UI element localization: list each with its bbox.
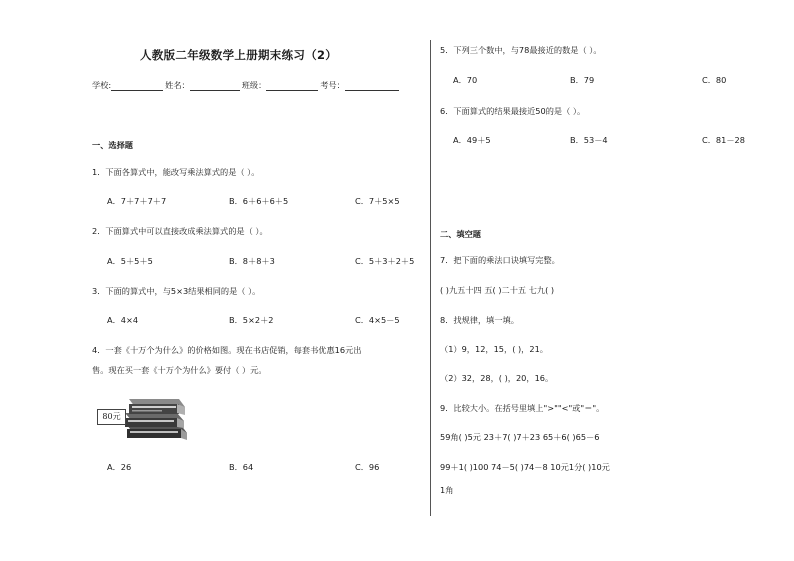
q6-option-b[interactable]: B．53－4 bbox=[570, 135, 608, 145]
price-tag: 80元 bbox=[97, 409, 126, 425]
q6-option-a[interactable]: A．49＋5 bbox=[453, 135, 491, 145]
q2-option-c[interactable]: C．5＋3＋2＋5 bbox=[355, 256, 415, 266]
name-blank[interactable] bbox=[190, 81, 240, 91]
q4-option-a[interactable]: A．26 bbox=[107, 462, 132, 472]
class-blank[interactable] bbox=[266, 81, 318, 91]
q3-option-a[interactable]: A．4×4 bbox=[107, 315, 139, 325]
school-label: 学校: bbox=[92, 80, 112, 90]
exam-no-label: 考号： bbox=[320, 80, 345, 90]
q8-line2[interactable]: （2）32，28，( )，20，16。 bbox=[440, 373, 554, 383]
q3-option-b[interactable]: B．5×2＋2 bbox=[229, 315, 274, 325]
school-blank[interactable] bbox=[111, 81, 163, 91]
section-heading-choice: 一、选择题 bbox=[92, 140, 133, 150]
header-info-line bbox=[92, 80, 399, 91]
q3-option-c[interactable]: C．4×5－5 bbox=[355, 315, 400, 325]
page-title: 人教版二年级数学上册期末练习（2） bbox=[140, 48, 338, 62]
exam-no-blank[interactable] bbox=[345, 81, 399, 91]
q9-row2[interactable]: 99＋1( )100 74－5( )74－8 10元1分( )10元 bbox=[440, 462, 610, 472]
question-3: 3．下面的算式中，与5×3结果相同的是（ ）。 bbox=[92, 286, 261, 296]
column-divider bbox=[430, 40, 431, 516]
q5-option-a[interactable]: A．70 bbox=[453, 75, 478, 85]
section-heading-fill: 二、填空题 bbox=[440, 229, 481, 239]
q7-fill-line[interactable]: ( )九五十四 五( )二十五 七九( ) bbox=[440, 285, 555, 295]
name-label: 姓名： bbox=[165, 80, 190, 90]
book-illustration bbox=[89, 395, 189, 441]
class-label: 班级： bbox=[241, 80, 267, 90]
q1-option-c[interactable]: C．7＋5×5 bbox=[355, 196, 400, 206]
question-1: 1．下面各算式中，能改写乘法算式的是（ ）。 bbox=[92, 167, 260, 177]
q2-option-a[interactable]: A．5＋5＋5 bbox=[107, 256, 153, 266]
q1-option-a[interactable]: A．7＋7＋7＋7 bbox=[107, 196, 167, 206]
q1-option-b[interactable]: B．6＋6＋6＋5 bbox=[229, 196, 289, 206]
question-4-line1: 4．一套《十万个为什么》的价格如图。现在书店促销，每套书优惠16元出 bbox=[92, 345, 362, 355]
q5-option-c[interactable]: C．80 bbox=[702, 75, 727, 85]
q6-option-c[interactable]: C．81－28 bbox=[702, 135, 745, 145]
q4-option-c[interactable]: C．96 bbox=[355, 462, 380, 472]
q5-option-b[interactable]: B．79 bbox=[570, 75, 595, 85]
q2-option-b[interactable]: B．8＋8＋3 bbox=[229, 256, 275, 266]
question-9: 9．比较大小。在括号里填上">""<"或"＝"。 bbox=[440, 403, 605, 413]
question-2: 2．下面算式中可以直接改成乘法算式的是（ ）。 bbox=[92, 226, 268, 236]
question-4-line2: 售。现在买一套《十万个为什么》要付（ ）元。 bbox=[92, 365, 267, 375]
q9-row1[interactable]: 59角( )5元 23＋7( )7＋23 65＋6( )65－6 bbox=[440, 432, 600, 442]
question-8: 8．找规律，填一填。 bbox=[440, 315, 519, 325]
q8-line1[interactable]: （1）9，12，15，( )，21。 bbox=[440, 344, 548, 354]
question-5: 5．下列三个数中，与78最接近的数是（ ）。 bbox=[440, 45, 602, 55]
question-7: 7．把下面的乘法口诀填写完整。 bbox=[440, 255, 560, 265]
question-6: 6．下面算式的结果最接近50的是（ ）。 bbox=[440, 106, 586, 116]
q9-row3: 1角 bbox=[440, 485, 454, 495]
q4-option-b[interactable]: B．64 bbox=[229, 462, 254, 472]
